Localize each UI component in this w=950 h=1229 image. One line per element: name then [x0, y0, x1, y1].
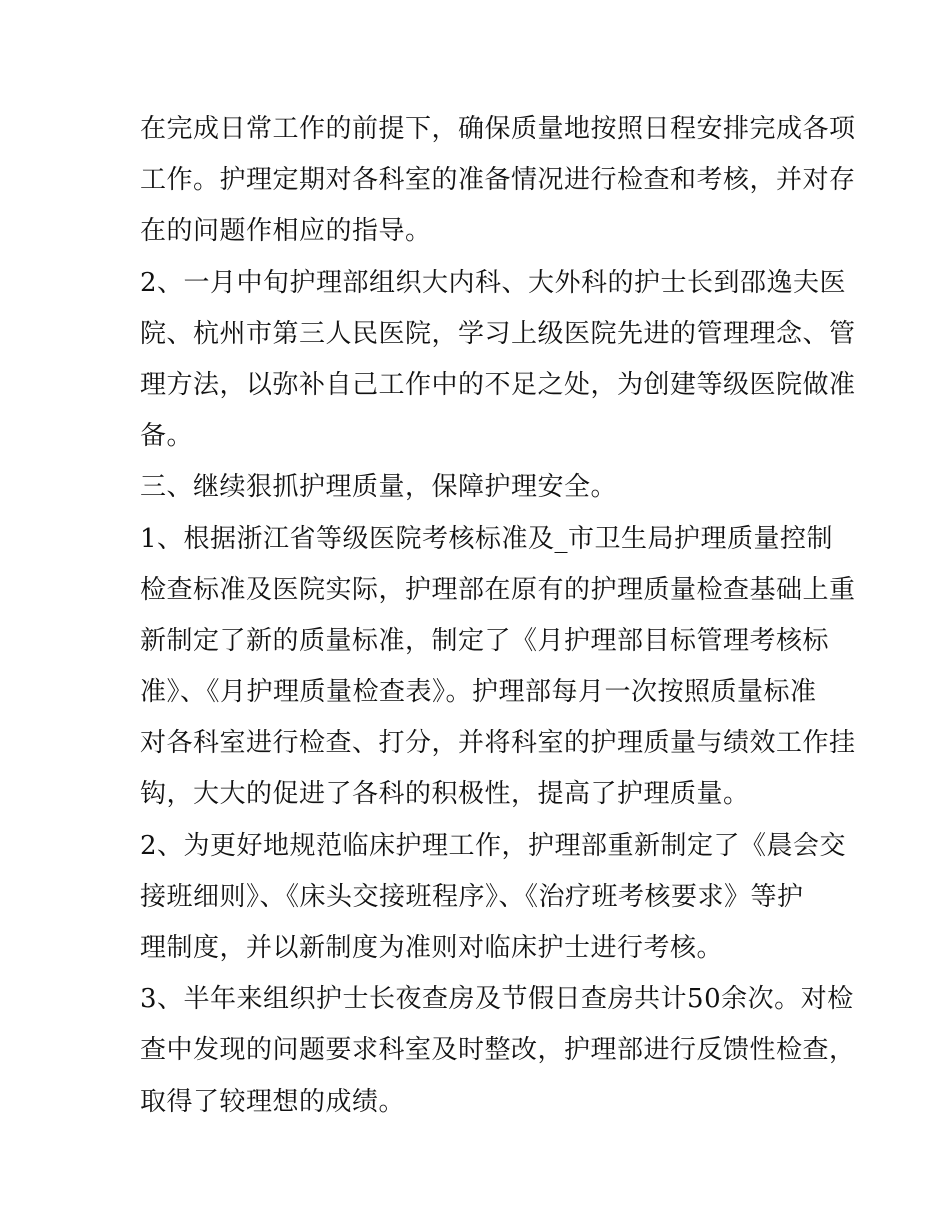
text-line-10: 检查标准及医院实际，护理部在原有的护理质量检查基础上重 — [140, 574, 856, 605]
text-line-20: 取得了较理想的成绩。 — [140, 1086, 406, 1117]
section-heading: 三、继续狠抓护理质量，保障护理安全。 — [140, 472, 618, 503]
text-line-6: 理方法，以弥补自己工作中的不足之处，为创建等级医院做准 — [140, 369, 856, 400]
text-line-3: 在的问题作相应的指导。 — [140, 216, 432, 247]
text-line-12: 准》、《月护理质量检查表》。护理部每月一次按照质量标准 — [140, 677, 817, 708]
document-body — [140, 104, 856, 1128]
text-line-17: 理制度，并以新制度为准则对临床护士进行考核。 — [140, 933, 724, 963]
text-line-9: 1、根据浙江省等级医院考核标准及_市卫生局护理质量控制 — [140, 523, 834, 554]
text-line-2: 工作。护理定期对各科室的准备情况进行检查和考核，并对存 — [140, 165, 856, 196]
text-line-15: 2、为更好地规范临床护理工作，护理部重新制定了《晨会交 — [140, 830, 847, 861]
text-line-4: 2、一月中旬护理部组织大内科、大外科的护士长到邵逸夫医 — [140, 267, 847, 298]
text-line-16: 接班细则》、《床头交接班程序》、《治疗班考核要求》等护 — [140, 881, 804, 912]
text-line-19: 查中发现的问题要求科室及时整改，护理部进行反馈性检查， — [140, 1035, 856, 1066]
text-line-7: 备。 — [140, 421, 194, 452]
text-line-14: 钩，大大的促进了各科的积极性，提高了护理质量。 — [140, 779, 750, 810]
text-line-13: 对各科室进行检查、打分，并将科室的护理质量与绩效工作挂 — [140, 728, 856, 759]
text-line-18: 3、半年来组织护士长夜查房及节假日查房共计50余次。对检 — [140, 984, 854, 1015]
text-line-5: 院、杭州市第三人民医院，学习上级医院先进的管理理念、管 — [140, 318, 856, 349]
text-line-11: 新制定了新的质量标准，制定了《月护理部目标管理考核标 — [140, 625, 830, 656]
text-line-1: 在完成日常工作的前提下，确保质量地按照日程安排完成各项 — [140, 114, 856, 144]
